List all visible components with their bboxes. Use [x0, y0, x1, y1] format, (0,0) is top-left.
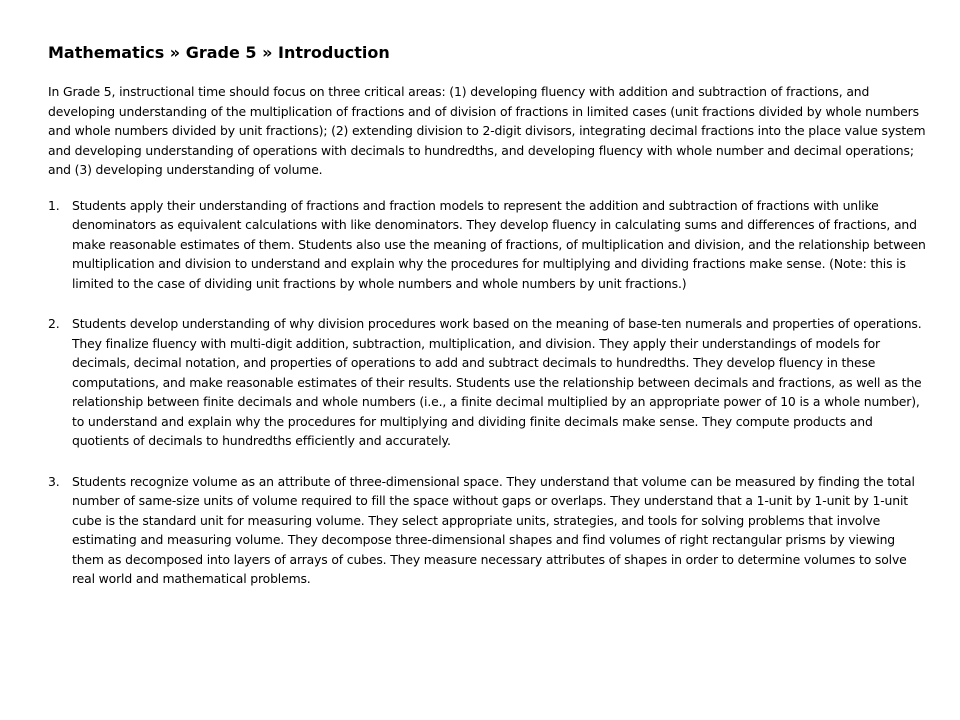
list-item-text: Students apply their understanding of fractions and fraction models to represent the addition and subtraction of fractions with unlike denominators as equivalent calculations with like denominators. They develop fluency in calculating sums and differences of fractions, and make reasonable estimates of them. Students also use the meaning of fractions, of multiplication and division, and the relationship between multiplication and division to understand and explain why the procedures for multiplying and dividing fractions make sense. (Note: this is limited to the case of dividing unit fractions by whole numbers and whole numbers by unit fractions.): [72, 197, 926, 291]
page-title: [48, 42, 928, 64]
breadcrumb-section: Introduction: [278, 43, 390, 62]
intro-paragraph: In Grade 5, instructional time should focus on three critical areas: (1) developing fluency with addition and subtraction of fractions, and developing understanding of the multiplication of fractions and of division of fractions in limited cases (unit fractions divided by whole numbers and whole numbers divided by unit fractions); (2) extending division to 2-digit divisors, integrating decimal fractions into the place value system and developing understanding of operations with decimals to hundredths, and developing fluency with whole number and decimal operations; and (3) developing understanding of volume.: [48, 84, 926, 177]
list-item-number: 3.: [48, 473, 60, 489]
breadcrumb-separator: »: [169, 43, 181, 62]
list-item-number: 2.: [48, 316, 60, 331]
breadcrumb-grade: Grade 5: [185, 43, 257, 62]
list-item: [48, 472, 928, 589]
list-item-number: 1.: [48, 197, 60, 213]
critical-areas-list: [48, 196, 928, 589]
list-item-text: Students recognize volume as an attribute of three-dimensional space. They understand that volume can be measured by finding the total number of same-size units of volume required to fill the space without gaps or overlaps. They understand that a 1-unit by 1-unit by 1-unit cube is the standard unit for measuring volume. They select appropriate units, strategies, and tools for solving problems that involve estimating and measuring volume. They decompose three-dimensional shapes and find volumes of right rectangular prisms by viewing them as decomposed into layers of arrays of cubes. They measure necessary attributes of shapes in order to determine volumes to solve real world and mathematical problems.: [72, 473, 915, 586]
list-item-text: Students develop understanding of why division procedures work based on the meaning of base-ten numerals and properties of operations. They finalize fluency with multi-digit addition, subtraction, multiplication, and division. They apply their understandings of models for decimals, decimal notation, and properties of operations to add and subtract decimals to hundredths. They develop fluency in these computations, and make reasonable estimates of their results. Students use the relationship between decimals and fractions, as well as the relationship between finite decimals and whole numbers (i.e., a finite decimal multiplied by an appropriate power of 10 is a whole number), to understand and explain why the procedures for multiplying and dividing finite decimals make sense. They compute products and quotients of decimals to hundredths efficiently and accurately.: [72, 316, 922, 448]
breadcrumb-separator: »: [262, 43, 273, 62]
list-item: [48, 314, 928, 451]
document-page: [48, 42, 928, 610]
list-item: [48, 196, 928, 294]
breadcrumb-subject: Mathematics: [48, 43, 165, 62]
